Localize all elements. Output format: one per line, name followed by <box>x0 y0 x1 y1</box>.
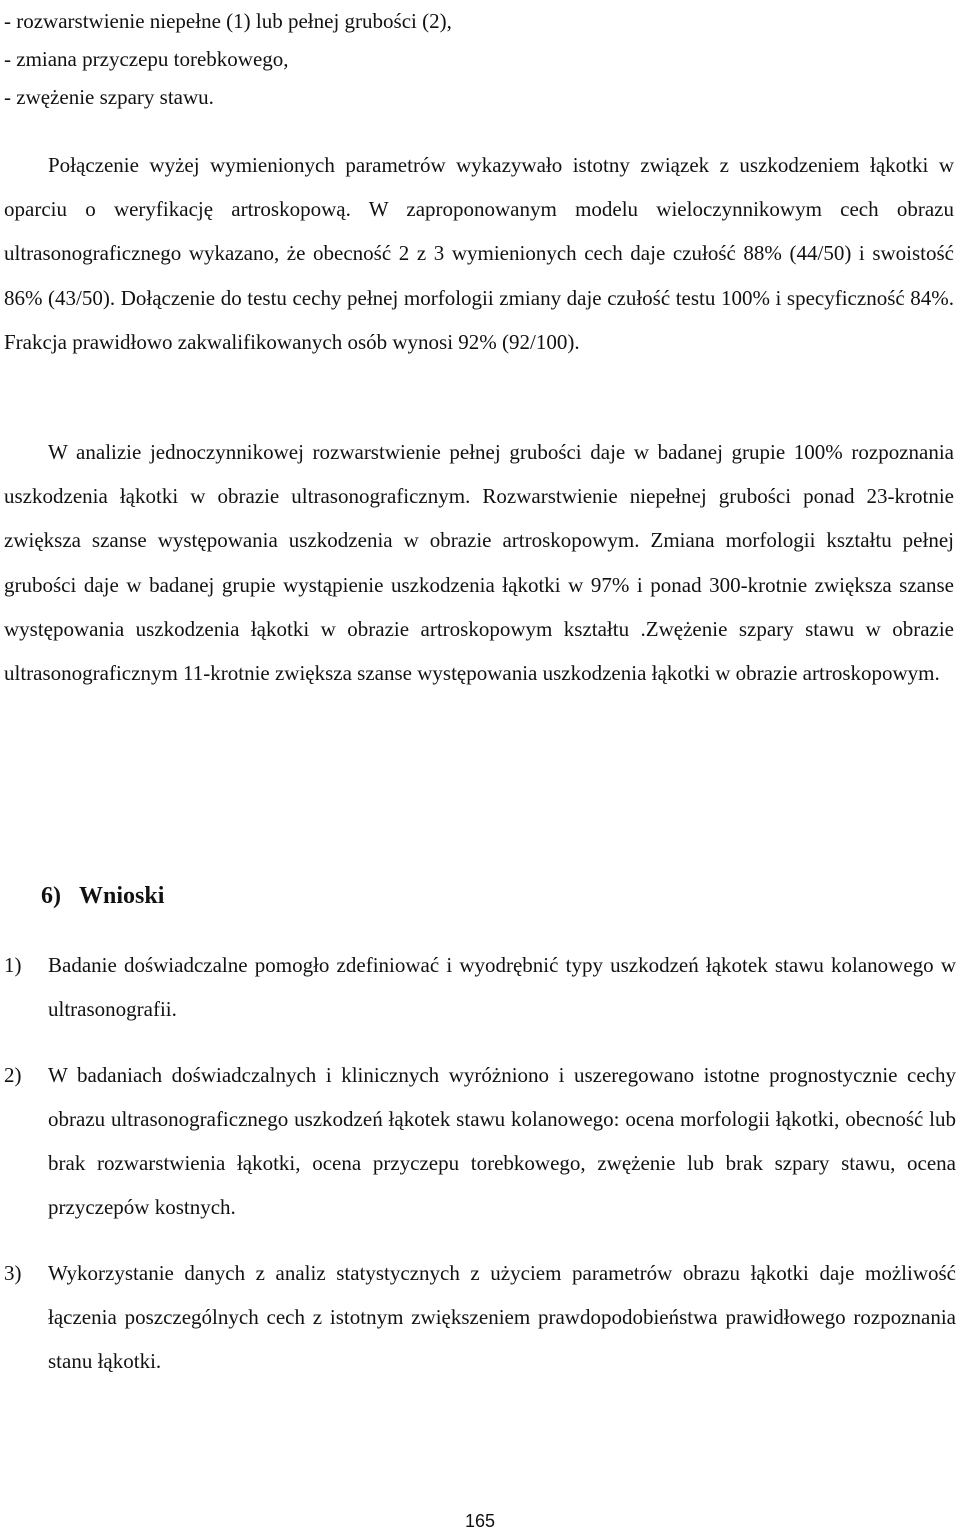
feature-list-item: - rozwarstwienie niepełne (1) lub pełnej grubości (2), <box>4 9 452 33</box>
conclusion-item <box>4 1053 956 1229</box>
feature-list-item: - zwężenie szpary stawu. <box>4 85 214 109</box>
section-title: Wnioski <box>79 883 165 909</box>
paragraph-multivariate-model: Połączenie wyżej wymienionych parametrów wykazywało istotny związek z uszkodzeniem łąkotki w oparciu o weryfikację artroskopową. W zaproponowanym modelu wieloczynnikowym cech obrazu ultrasonograficznego wykazano, że obecność 2 z 3 wymienionych cech daje czułość 88% (44/50) i swoistość 86% (43/50). Dołączenie do testu cechy pełnej morfologii zmiany daje czułość testu 100% i specyficzność 84%. Frakcja prawidłowo zakwalifikowanych osób wynosi 92% (92/100). <box>4 153 954 354</box>
paragraph-univariate-analysis: W analizie jednoczynnikowej rozwarstwienie pełnej grubości daje w badanej grupie 100% rozpoznania uszkodzenia łąkotki w obrazie ultrasonograficznym. Rozwarstwienie niepełnej grubości ponad 23-krotnie zwiększa szanse występowania uszkodzenia w obrazie artroskopowym. Zmiana morfologii kształtu pełnej grubości daje w badanej grupie wystąpienie uszkodzenia łąkotki w 97% i ponad 300-krotnie zwiększa szanse występowania uszkodzenia łąkotki w obrazie artroskopowym kształtu .Zwężenie szpary stawu w obrazie ultrasonograficznym 11-krotnie zwiększa szanse występowania uszkodzenia łąkotki w obrazie artroskopowym. <box>4 440 954 686</box>
conclusion-text: Wykorzystanie danych z analiz statystycznych z użyciem parametrów obrazu łąkotki daje możliwość łączenia poszczególnych cech z istotnym zwiększeniem prawdopodobieństwa prawidłowego rozpoznania stanu łąkotki. <box>48 1261 956 1373</box>
conclusions-list <box>4 943 956 1383</box>
feature-list-item: - zmiana przyczepu torebkowego, <box>4 47 289 71</box>
conclusion-marker: 3) <box>4 1261 22 1285</box>
conclusion-text: Badanie doświadczalne pomogło zdefiniować i wyodrębnić typy uszkodzeń łąkotek stawu kolanowego w ultrasonografii. <box>48 953 956 1021</box>
conclusion-text: W badaniach doświadczalnych i klinicznych wyróżniono i uszeregowano istotne prognostycznie cechy obrazu ultrasonograficznego uszkodzeń łąkotek stawu kolanowego: ocena morfologii łąkotki, obecność lub brak rozwarstwienia łąkotki, ocena przyczepu torebkowego, zwężenie lub brak szpary stawu, ocena przyczepów kostnych. <box>48 1063 956 1219</box>
page-number: 165 <box>464 1511 496 1531</box>
conclusion-marker: 2) <box>4 1063 22 1087</box>
conclusion-item <box>4 1251 956 1383</box>
section-number: 6) <box>41 883 61 909</box>
conclusion-marker: 1) <box>4 953 22 977</box>
section-heading <box>41 874 164 918</box>
feature-list <box>4 2 944 116</box>
conclusion-item <box>4 943 956 1031</box>
